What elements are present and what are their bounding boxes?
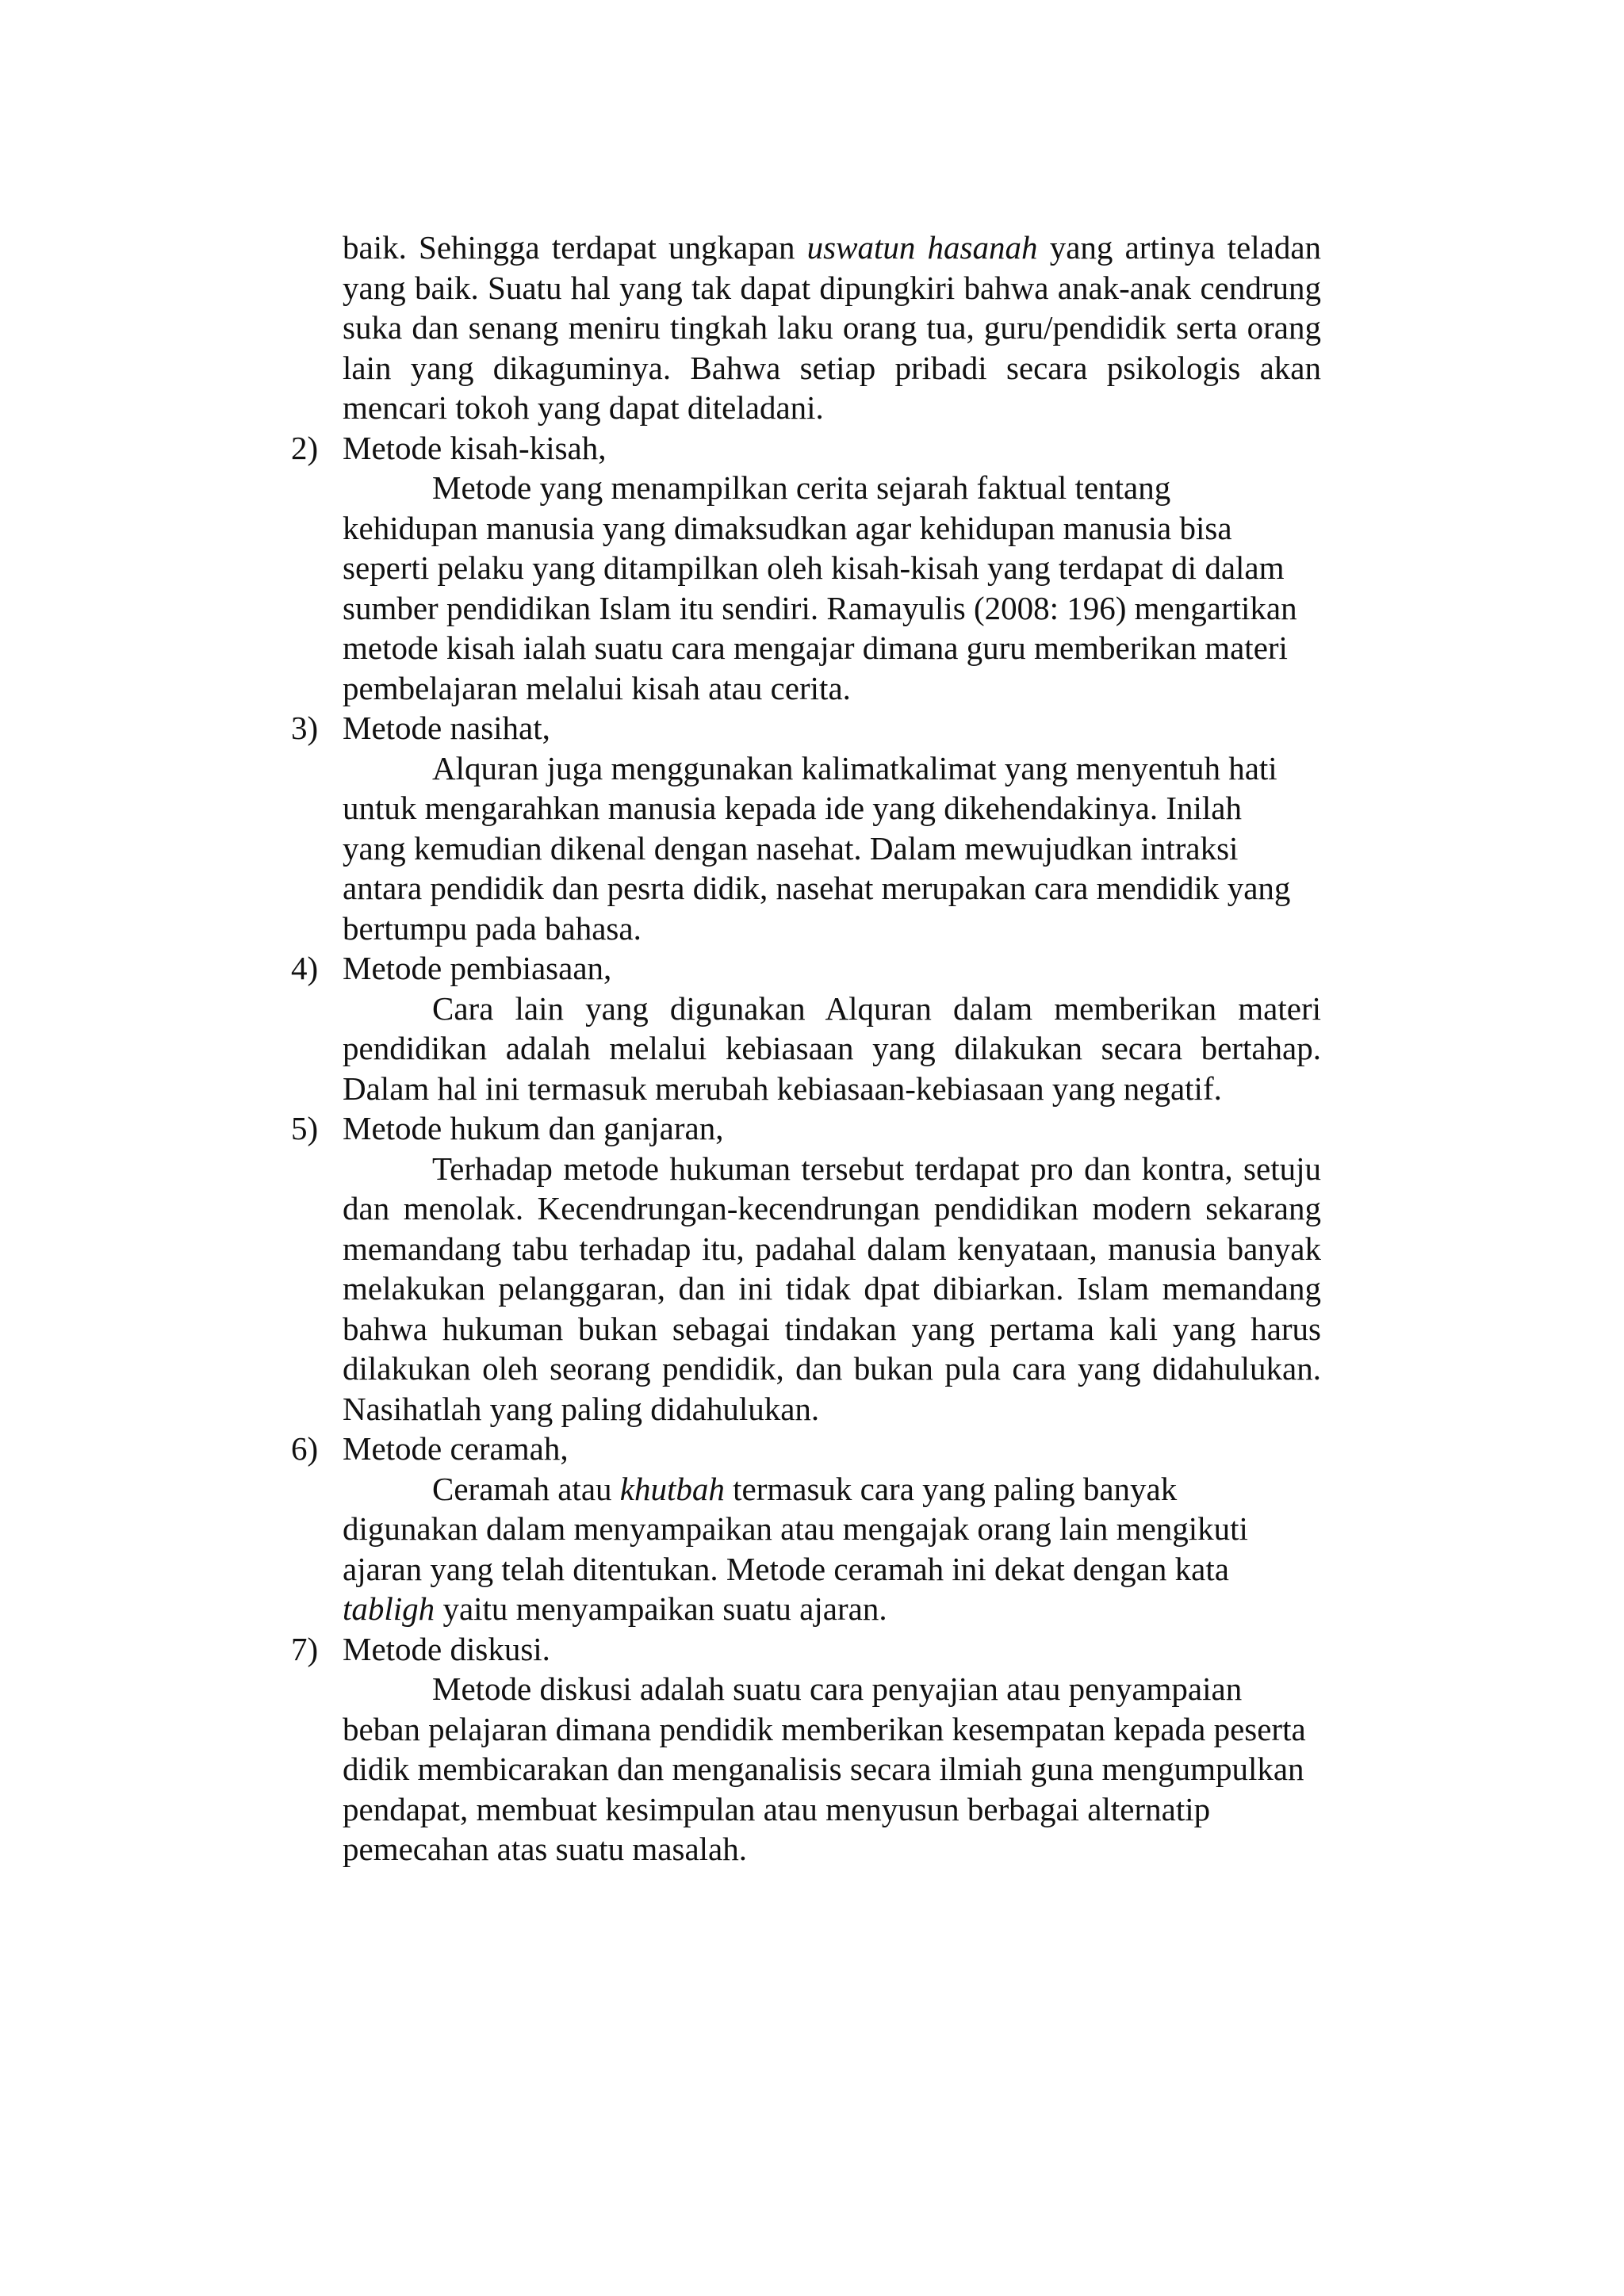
text-line: pendidikan adalah melalui kebiasaan yang dilakukan secara bertahap. [343,1030,1321,1066]
text-line: Cara lain yang digunakan Alquran dalam memberikan materi [432,989,1321,1027]
text-line: yang kemudian dikenal dengan nasehat. Dalam mewujudkan intraksi [343,829,1239,867]
text-line: didik membicarakan dan menganalisis secara ilmiah guna mengumpulkan [343,1751,1304,1787]
text-line: bertumpu pada bahasa. [343,909,642,947]
text-line: dan menolak. Kecendrungan-kecendrungan pendidikan modern sekarang [343,1190,1321,1226]
italic-term: khutbah [619,1470,725,1507]
list-number: 2) [291,429,319,466]
list-item-title: Metode diskusi. [343,1630,550,1667]
text-line: digunakan dalam menyampaikan atau mengajak orang lain mengikuti [343,1510,1248,1547]
text-line: Metode diskusi adalah suatu cara penyajian atau penyampaian [432,1670,1243,1707]
list-item-title: Metode kisah-kisah, [343,429,607,466]
page-body [291,228,1322,1869]
list-item-heading [291,708,1321,748]
list-number: 7) [291,1630,319,1667]
list-item-heading [291,948,1321,989]
list-item-hukum [291,1108,1321,1429]
list-item-heading [291,1429,1321,1469]
text-line: suka dan senang meniru tingkah laku orang tua, guru/pendidik serta orang [343,309,1321,346]
text-line: Ceramah atau khutbah termasuk cara yang paling banyak [432,1470,1178,1507]
text-line: mencari tokoh yang dapat diteladani. [343,389,824,426]
text-line: metode kisah ialah suatu cara mengajar dimana guru memberikan materi [343,629,1288,666]
italic-term: tabligh [343,1590,435,1627]
list-item-title: Metode pembiasaan, [343,950,612,986]
list-item-pembiasaan [291,948,1321,1108]
text-line: tabligh yaitu menyampaikan suatu ajaran. [343,1590,887,1627]
list-number: 3) [291,710,319,746]
text-line: beban pelajaran dimana pendidik memberikan kesempatan kepada peserta [343,1710,1306,1747]
text-line: bahwa hukuman bukan sebagai tindakan yang pertama kali yang harus [343,1310,1321,1347]
text-line: Dalam hal ini termasuk merubah kebiasaan-kebiasaan yang negatif. [343,1070,1222,1107]
intro-paragraph [343,228,1321,428]
italic-term: uswatun hasanah [806,229,1038,266]
text-line: pendapat, membuat kesimpulan atau menyusun berbagai alternatip [343,1790,1211,1827]
text-line: Terhadap metode hukuman tersebut terdapat pro dan kontra, setuju [432,1150,1321,1187]
text-line: yang baik. Suatu hal yang tak dapat dipungkiri bahwa anak-anak cendrung [343,269,1321,306]
list-item-nasihat [291,708,1321,948]
text-line: pemecahan atas suatu masalah. [343,1831,747,1867]
text-line: memandang tabu terhadap itu, padahal dalam kenyataan, manusia banyak [343,1230,1321,1267]
list-item-diskusi [291,1629,1321,1869]
list-number: 5) [291,1110,319,1146]
list-item-title: Metode nasihat, [343,710,550,746]
text-line: melakukan pelanggaran, dan ini tidak dpat dibiarkan. Islam memandang [343,1270,1321,1307]
text-line: sumber pendidikan Islam itu sendiri. Ramayulis (2008: 196) mengartikan [343,589,1297,626]
text-line: lain yang dikaguminya. Bahwa setiap pribadi secara psikologis akan [343,349,1321,386]
list-number: 6) [291,1430,319,1467]
text-line: Nasihatlah yang paling didahulukan. [343,1390,820,1427]
text-line: Metode yang menampilkan cerita sejarah faktual tentang [432,469,1171,506]
text-line: antara pendidik dan pesrta didik, nasehat merupakan cara mendidik yang [343,870,1291,906]
list-number: 4) [291,950,319,986]
list-item-title: Metode ceramah, [343,1430,569,1467]
list-item-heading [291,1629,1321,1670]
text-line: Alquran juga menggunakan kalimatkalimat yang menyentuh hati [432,749,1277,786]
list-item-heading [291,428,1321,469]
list-item-title: Metode hukum dan ganjaran, [343,1110,724,1146]
text-line: pembelajaran melalui kisah atau cerita. [343,669,851,706]
list-item-heading [291,1108,1321,1149]
text-line: dilakukan oleh seorang pendidik, dan bukan pula cara yang didahulukan. [343,1350,1321,1387]
text-line: seperti pelaku yang ditampilkan oleh kisah-kisah yang terdapat di dalam [343,549,1285,586]
list-item-ceramah [291,1429,1321,1629]
text-line: untuk mengarahkan manusia kepada ide yang dikehendakinya. Inilah [343,790,1242,826]
list-item-kisah [291,428,1321,709]
text-line: baik. Sehingga terdapat ungkapan uswatun hasanah yang artinya teladan [343,229,1322,266]
text-line: kehidupan manusia yang dimaksudkan agar kehidupan manusia bisa [343,509,1232,546]
text-line: ajaran yang telah ditentukan. Metode ceramah ini dekat dengan kata [343,1550,1229,1587]
